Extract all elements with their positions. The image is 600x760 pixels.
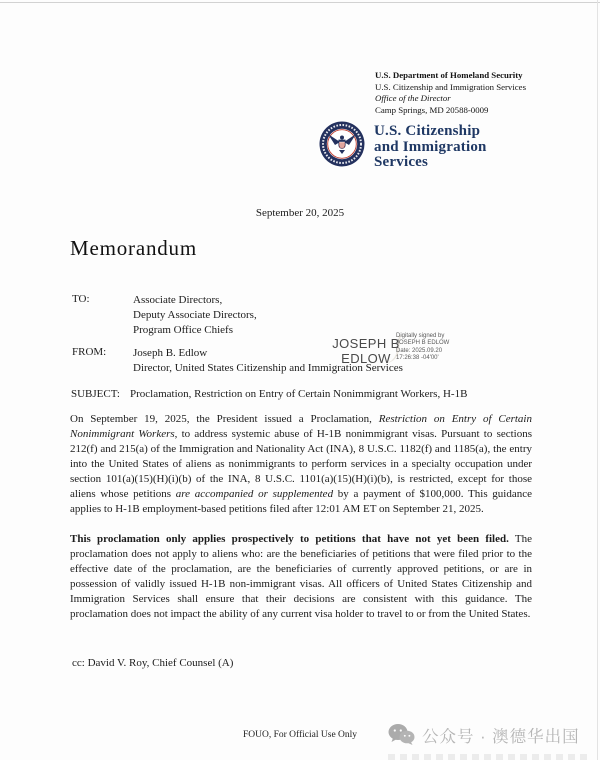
- photo-edge-top: [0, 2, 600, 3]
- wechat-icon: [388, 723, 415, 747]
- to-label: TO:: [72, 293, 90, 305]
- to-recipients: [133, 293, 257, 338]
- wordmark-line: and Immigration: [374, 138, 487, 155]
- signature-name-line: JOSEPH B: [332, 336, 400, 351]
- dhs-seal-icon: [317, 119, 367, 169]
- uscis-logo: [317, 119, 487, 171]
- watermark-text: 公众号 · 澳德华出国: [422, 728, 580, 746]
- uscis-wordmark: [374, 124, 487, 171]
- wechat-watermark: [388, 723, 580, 747]
- wordmark-line: Services: [374, 154, 429, 170]
- watermark-ghost-line: [388, 754, 588, 760]
- letterhead-address: Camp Springs, MD 20588-0009: [375, 104, 489, 115]
- to-line: Program Office Chiefs: [133, 324, 233, 336]
- from-label: FROM:: [72, 346, 107, 358]
- photo-edge-right: [597, 0, 598, 760]
- memo-title: Memorandum: [70, 236, 197, 260]
- signature-name-line: EDLOW: [341, 351, 391, 366]
- signature-detail-line: JOSEPH B EDLOW: [396, 340, 450, 347]
- wordmark-line: U.S. Citizenship: [374, 123, 481, 139]
- signature-detail-line: 17:26:38 -04'00': [396, 354, 439, 361]
- cc-line: cc: David V. Roy, Chief Counsel (A): [72, 657, 234, 669]
- body-paragraph-1: On September 19, 2025, the President issued a Proclamation, Restriction on Entry of Certain Nonimmigrant Workers, to address systemic abuse of H-1B nonimmigrant visas. Pursuant to sections 212(f) and 215(a) of the Immigration and Nationality Act (INA), 8 U.S.C. 1182(f) and 1185(a), the entry into the United States of aliens as nonimmigrants to perform services in a specialty occupation under section 101(a)(15)(H)(i)(b) of the INA, 8 U.S.C. 1101(a)(15)(H)(i)(b), is restricted, except for those aliens whose petitions are accompanied or supplemented by a payment of $100,000. This guidance applies to H-1B employment-based petitions filed after 12:01 AM ET on September 21, 2025.: [70, 413, 533, 515]
- from-name: Joseph B. Edlow: [133, 347, 208, 359]
- subject-label: SUBJECT:: [71, 388, 120, 400]
- letterhead-office: Office of the Director: [375, 93, 451, 103]
- from-title: Director, United States Citizenship and Immigration Services: [133, 362, 403, 374]
- body-paragraph-2: This proclamation only applies prospectively to petitions that have not yet been filed. The proclamation does not apply to aliens who: are the beneficiaries of petitions that were filed prior to the effective date of the proclamation, are the beneficiaries of currently approved petitions, or are in possession of validly issued H-1B non-immigrant visas. All officers of United States Citizenship and Immigration Services shall ensure that their decisions are consistent with this guidance. The proclamation does not impact the ability of any current visa holder to travel to or from the United States.: [70, 533, 532, 620]
- digital-signature-details: [396, 333, 486, 362]
- signature-detail-line: Date: 2025.09.20: [396, 347, 443, 354]
- letterhead-agency: U.S. Citizenship and Immigration Services: [375, 81, 526, 92]
- to-line: Associate Directors,: [133, 294, 223, 306]
- to-line: Deputy Associate Directors,: [133, 309, 257, 321]
- letterhead-block: [375, 70, 590, 116]
- fouo-footer: FOUO, For Official Use Only: [242, 730, 358, 740]
- memo-date: September 20, 2025: [255, 207, 345, 219]
- subject-text: Proclamation, Restriction on Entry of Certain Nonimmigrant Workers, H-1B: [130, 388, 468, 400]
- signature-detail-line: Digitally signed by: [396, 333, 445, 339]
- letterhead-dept: U.S. Department of Homeland Security: [375, 70, 523, 80]
